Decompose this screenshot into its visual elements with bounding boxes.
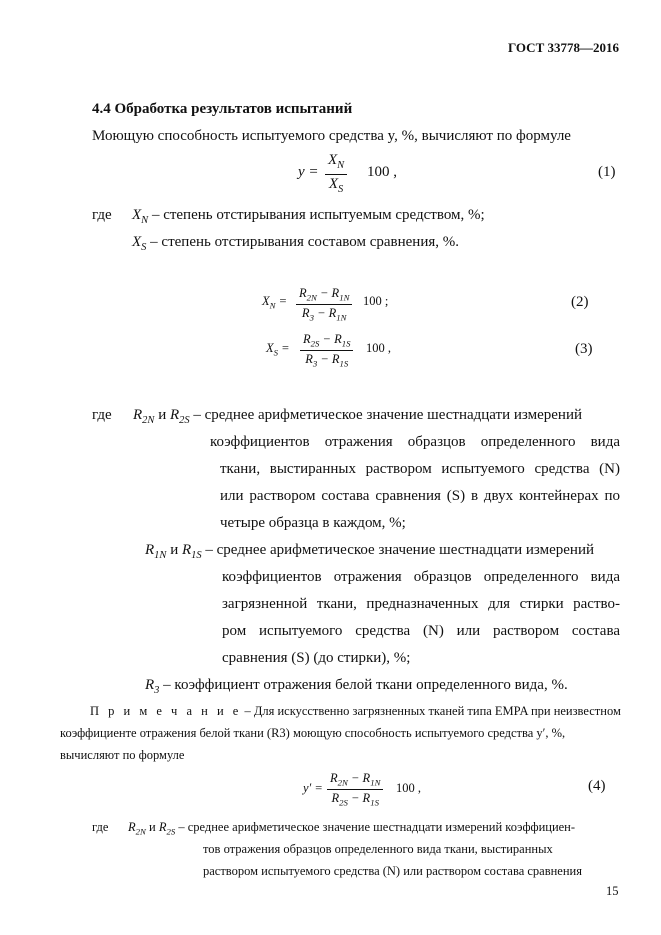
formula-2-number: (2) [571, 294, 589, 310]
formula-4-numerator: $R_{2N} - R_{1N}$ [330, 771, 381, 788]
formula-4-fraction [327, 772, 383, 808]
definition-r2-note-line2: тов отражения образцов определенного вида ткани, выстиранных [203, 842, 553, 856]
formula-2-numerator: $R_{2N} - R_{1N}$ [299, 286, 350, 303]
formula-4-lhs: y′ = [303, 781, 323, 795]
definition-r2-note-line1: $R_{2N}$ и $R_{2S}$ – среднее арифметическое значение шестнадцати измерений коэффициен- [128, 820, 576, 837]
formula-3-denominator: $R_3 - R_{1S}$ [305, 352, 349, 369]
note-line2: коэффициенте отражения белой ткани (R3) моющую способность испытуемого средства y′, %, [60, 726, 566, 740]
formula-2-lhs: $X_N$ = [262, 294, 288, 311]
formula-1-tail: 100 , [367, 164, 397, 180]
where-label-2: где [92, 407, 112, 423]
definition-r1-line4: ром испытуемого средства (N) или раствором состава [222, 623, 620, 639]
section-title: 4.4 Обработка результатов испытаний [92, 101, 353, 117]
page-number: 15 [606, 884, 619, 898]
note-line3: вычисляют по формуле [60, 748, 185, 762]
formula-3-numerator: $R_{2S} - R_{1S}$ [303, 332, 351, 349]
formula-3-fraction [300, 333, 353, 369]
definition-r2-line2: коэффициентов отражения образцов определенного вида [210, 434, 620, 450]
note-line1 [90, 704, 621, 719]
definition-r3: $R_3$ – коэффициент отражения белой ткани определенного вида, %. [145, 677, 568, 696]
standard-header: ГОСТ 33778—2016 [507, 40, 619, 55]
definition-r1-line3: загрязненной ткани, предназначенных для стирки раство- [222, 596, 620, 612]
where-label-3: где [92, 820, 109, 834]
formula-4-tail: 100 , [396, 781, 421, 795]
formula-2-fraction [296, 287, 352, 323]
definition-r2-line5: четыре образца в каждом, %; [220, 515, 406, 531]
formula-1-lhs: y = [298, 164, 319, 180]
formula-4-number: (4) [588, 778, 606, 794]
formula-2-tail: 100 ; [363, 294, 389, 308]
definition-r2-note-line3: раствором испытуемого средства (N) или раствором состава сравнения [203, 864, 582, 878]
formula-1-numerator: $X_N$ [328, 152, 345, 171]
definition-r2-line3: ткани, выстиранных раствором испытуемого средства (N) [220, 461, 620, 477]
formula-3-tail: 100 , [366, 341, 391, 355]
formula-1-number: (1) [598, 164, 616, 180]
definition-r2-line1: $R_{2N}$ и $R_{2S}$ – среднее арифметическое значение шестнадцати измерений [133, 407, 583, 426]
formula-1-denominator: $X_S$ [328, 175, 344, 195]
formula-2-denominator: $R_3 - R_{1N}$ [301, 306, 347, 323]
definition-r1-line5: сравнения (S) (до стирки), %; [222, 650, 411, 666]
intro-text: Моющую способность испытуемого средства y, %, вычисляют по формуле [92, 128, 571, 144]
formula-1-fraction [325, 153, 347, 195]
where-label-1: где [92, 207, 112, 223]
formula-3-number: (3) [575, 341, 593, 357]
definition-r2-line4: или раствором состава сравнения (S) в двух контейнерах по [220, 488, 620, 504]
note-line1-text: – Для искусственно загрязненных тканей типа EMPA при неизвестном [241, 704, 621, 718]
definition-r1-line2: коэффициентов отражения образцов определенного вида [222, 569, 620, 585]
definition-xn: $X_N$ – степень отстирывания испытуемым средством, %; [132, 207, 485, 226]
formula-3-lhs: $X_S$ = [266, 341, 290, 358]
note-label: П р и м е ч а н и е [90, 704, 242, 718]
definition-xs: $X_S$ – степень отстирывания составом сравнения, %. [132, 234, 460, 253]
definition-r1-line1: $R_{1N}$ и $R_{1S}$ – среднее арифметическое значение шестнадцати измерений [145, 542, 595, 561]
formula-4-denominator: $R_{2S} - R_{1S}$ [331, 791, 379, 808]
